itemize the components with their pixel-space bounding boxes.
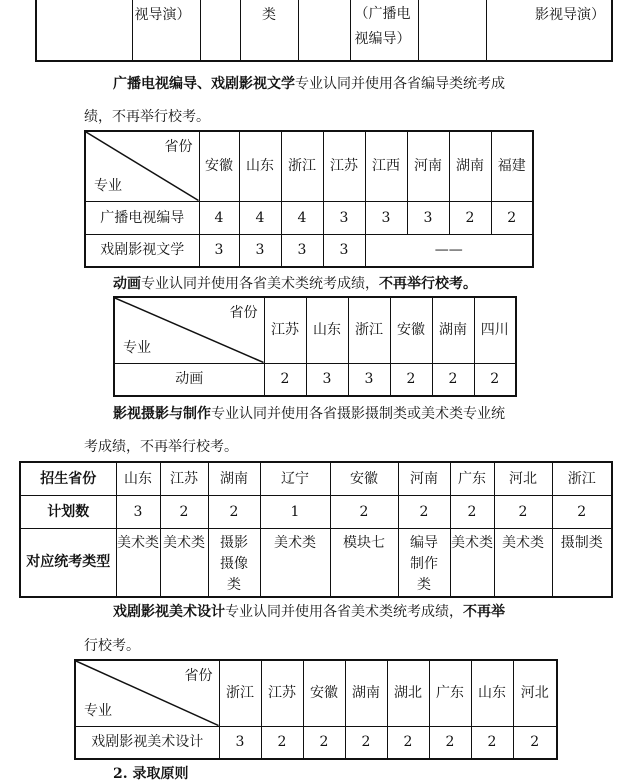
quota-cell: 2 [494, 495, 552, 528]
quota-cell: 2 [449, 201, 491, 234]
major-name: 动画 [114, 363, 264, 396]
province-header: 安徽 [303, 660, 345, 726]
quota-cell: 3 [199, 234, 239, 267]
province-header: 湖南 [345, 660, 387, 726]
quota-cell: 2 [261, 726, 303, 759]
province-header: 山东 [471, 660, 513, 726]
province-header: 河南 [398, 462, 450, 495]
top-cell-empty [36, 0, 132, 61]
paragraph-bold: 戏剧影视美术设计 [113, 604, 225, 620]
major-name: 戏剧影视文学 [85, 234, 199, 267]
quota-cell: 2 [398, 495, 450, 528]
table-photography [19, 461, 613, 598]
table-row [20, 495, 612, 528]
paragraph-text: 专业认同并使用各省编导类统考成 [295, 76, 505, 92]
quota-cell: 4 [239, 201, 281, 234]
major-name: 广播电视编导 [85, 201, 199, 234]
quota-cell: 2 [208, 495, 260, 528]
province-header: 广东 [429, 660, 471, 726]
quota-cell: 3 [348, 363, 390, 396]
quota-cell: 3 [219, 726, 261, 759]
exam-type-cell: 模块七 [330, 528, 398, 597]
paragraph-bold: 广播电视编导、戏剧影视文学 [113, 76, 295, 92]
quota-cell: 2 [450, 495, 494, 528]
province-header: 浙江 [281, 131, 323, 201]
paragraph-bold: 动画 [113, 276, 141, 292]
major-name: 戏剧影视美术设计 [75, 726, 219, 759]
table-directing-literature [84, 130, 534, 268]
province-header: 江苏 [264, 297, 306, 363]
table-stage-design [74, 659, 558, 760]
top-table [35, 0, 613, 62]
province-header: 安徽 [330, 462, 398, 495]
top-cell-broadcast [350, 0, 418, 61]
exam-type-cell: 美术类 [116, 528, 160, 597]
top-cell-empty [298, 0, 350, 61]
corner-header [114, 297, 264, 363]
top-cell: 视导演） [132, 0, 200, 61]
province-header: 四川 [474, 297, 516, 363]
top-cell: 类 [240, 0, 298, 61]
quota-cell: 2 [390, 363, 432, 396]
corner-major-label: 专业 [94, 177, 122, 194]
table-animation [113, 296, 517, 397]
table-row [114, 363, 516, 396]
quota-cell: 2 [264, 363, 306, 396]
province-header: 江苏 [261, 660, 303, 726]
quota-cell: 2 [160, 495, 208, 528]
quota-cell: 2 [330, 495, 398, 528]
top-cell-empty [200, 0, 240, 61]
province-header: 山东 [116, 462, 160, 495]
province-header: 山东 [239, 131, 281, 201]
province-header: 江苏 [160, 462, 208, 495]
table-row [20, 528, 612, 597]
exam-type-cell: 美术类 [260, 528, 330, 597]
quota-cell: 3 [407, 201, 449, 234]
quota-cell: 4 [199, 201, 239, 234]
province-header: 安徽 [199, 131, 239, 201]
exam-type-cell: 美术类 [160, 528, 208, 597]
row-label: 对应统考类型 [20, 528, 116, 597]
corner-header [75, 660, 219, 726]
quota-cell: 3 [323, 201, 365, 234]
paragraph-3 [113, 404, 505, 424]
quota-cell: 2 [429, 726, 471, 759]
quota-cell: 2 [474, 363, 516, 396]
not-applicable-dash: —— [365, 234, 533, 267]
exam-type-cell: 摄影摄像类 [208, 528, 260, 597]
header-label: 招生省份 [20, 462, 116, 495]
province-header: 浙江 [219, 660, 261, 726]
paragraph-bold: 不再举 [463, 604, 505, 620]
quota-cell: 3 [323, 234, 365, 267]
paragraph-bold: 不再举行校考。 [379, 276, 477, 292]
paragraph-1 [113, 74, 505, 94]
quota-cell: 3 [116, 495, 160, 528]
province-header: 浙江 [348, 297, 390, 363]
province-header: 湖南 [208, 462, 260, 495]
province-header: 湖北 [387, 660, 429, 726]
province-header: 河南 [407, 131, 449, 201]
paragraph-2 [113, 274, 477, 294]
province-header: 湖南 [432, 297, 474, 363]
exam-type-cell: 编导制作类 [398, 528, 450, 597]
paragraph-3-line-2: 考成绩，不再举行校考。 [84, 439, 238, 455]
corner-major-label: 专业 [84, 702, 112, 719]
row-label: 计划数 [20, 495, 116, 528]
exam-type-cell: 美术类 [450, 528, 494, 597]
exam-type-cell: 摄制类 [552, 528, 612, 597]
province-header: 浙江 [552, 462, 612, 495]
table-row [85, 234, 533, 267]
section-heading: 2. 录取原则 [113, 766, 189, 782]
quota-cell: 3 [239, 234, 281, 267]
top-cell-empty [418, 0, 486, 61]
quota-cell: 2 [552, 495, 612, 528]
province-header: 福建 [491, 131, 533, 201]
quota-cell: 2 [345, 726, 387, 759]
province-header: 河北 [513, 660, 557, 726]
corner-province-label: 省份 [184, 668, 213, 684]
exam-type-cell: 美术类 [494, 528, 552, 597]
corner-province-label: 省份 [164, 139, 193, 155]
province-header: 安徽 [390, 297, 432, 363]
province-header: 辽宁 [260, 462, 330, 495]
quota-cell: 3 [365, 201, 407, 234]
quota-cell: 1 [260, 495, 330, 528]
quota-cell: 3 [306, 363, 348, 396]
quota-cell: 2 [303, 726, 345, 759]
corner-header [85, 131, 199, 201]
quota-cell: 2 [387, 726, 429, 759]
paragraph-text: 专业认同并使用各省美术类统考成绩， [141, 276, 379, 292]
province-header: 湖南 [449, 131, 491, 201]
province-header: 江西 [365, 131, 407, 201]
province-header: 江苏 [323, 131, 365, 201]
top-cell-line: 视编导） [354, 31, 411, 47]
paragraph-bold: 影视摄影与制作 [113, 406, 211, 422]
top-cell: 影视导演） [486, 0, 612, 61]
quota-cell: 4 [281, 201, 323, 234]
province-header: 河北 [494, 462, 552, 495]
paragraph-text: 专业认同并使用各省美术类统考成绩， [225, 604, 463, 620]
province-header: 山东 [306, 297, 348, 363]
paragraph-4-line-2: 行校考。 [84, 638, 140, 654]
corner-major-label: 专业 [123, 339, 151, 356]
paragraph-1-line-2: 绩，不再举行校考。 [84, 109, 210, 125]
paragraph-4 [113, 602, 505, 622]
quota-cell: 3 [281, 234, 323, 267]
corner-province-label: 省份 [229, 305, 258, 321]
top-cell-line: （广播电 [354, 6, 411, 22]
quota-cell: 2 [491, 201, 533, 234]
quota-cell: 2 [513, 726, 557, 759]
province-header: 广东 [450, 462, 494, 495]
table-row [85, 201, 533, 234]
table-row [75, 726, 557, 759]
quota-cell: 2 [432, 363, 474, 396]
quota-cell: 2 [471, 726, 513, 759]
paragraph-text: 专业认同并使用各省摄影摄制类或美术类专业统 [211, 406, 505, 422]
